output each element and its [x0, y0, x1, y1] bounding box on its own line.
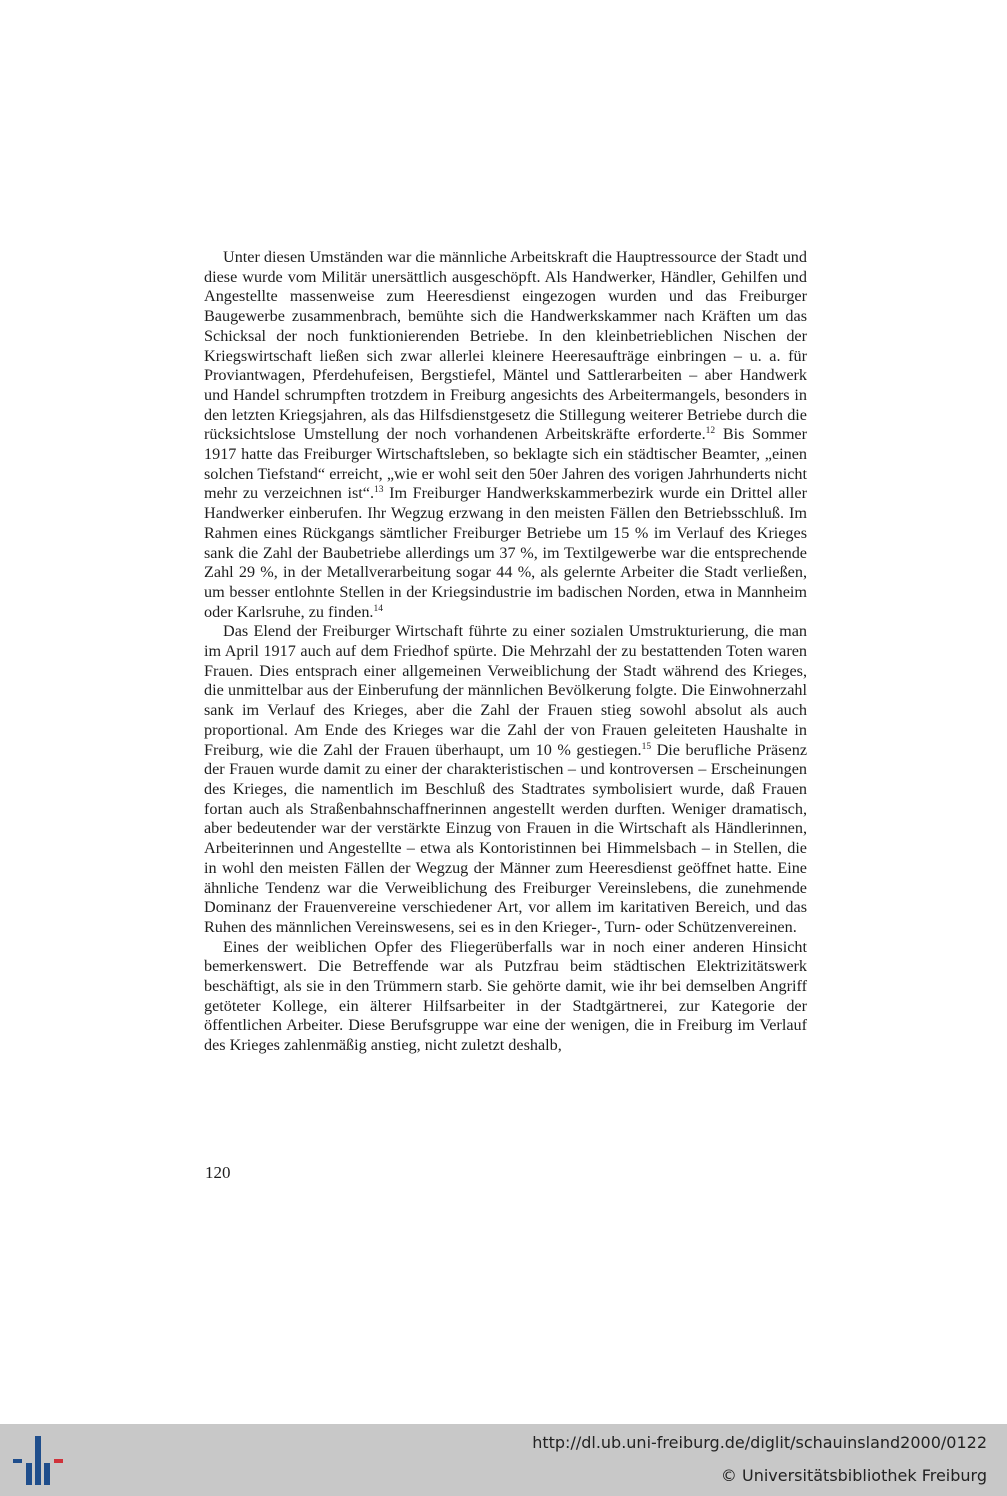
footer-copyright: © Universitätsbibliothek Freiburg	[720, 1466, 987, 1485]
body-paragraph	[204, 938, 807, 1056]
footnote-marker: 13	[374, 485, 384, 496]
body-text	[204, 248, 807, 1056]
paragraph-text: Das Elend der Freiburger Wirtschaft führte zu einer sozialen Umstrukturierung, die man im April 1917 auch auf dem Friedhof spürte. Die Mehrzahl der zu bestattenden Toten waren Frauen. Dies entsprach einer allgemeinen Verweiblichung der Stadt während des Krieges, die unmittelbar aus der Einberufung der männlichen Bevölkerung folgte. Die Einwohnerzahl sank im Verlauf des Krieges, aber die Zahl der Frauen stieg sowohl absolut als auch proportional. Am Ende des Krieges war die Zahl der von Frauen geleiteten Haushalte in Freiburg, wie die Zahl der Frauen überhaupt, um 10 % gestiegen.	[204, 622, 807, 759]
paragraph-text: Bis Sommer 1917 hatte das Freiburger Wirtschaftsleben, so beklagte sich ein städtischer Beamter, „einen solchen Tiefstand“ erreicht, „wie er wohl seit den 50er Jahren des vorigen Jahrhunderts nicht mehr zu verzeichnen ist“.	[204, 425, 807, 503]
body-paragraph	[204, 622, 807, 937]
paragraph-text: Unter diesen Umständen war die männliche Arbeitskraft die Hauptressource der Stadt und diese wurde vom Militär unersättlich ausgeschöpft. Als Handwerker, Händler, Gehilfen und Angestellte massenweise zum Heeresdienst eingezogen wurden und das Freiburger Baugewerbe zusammenbrach, bemühte sich die Handwerkskammer nach Kräften um das Schicksal der noch funktionierenden Betriebe. In den kleinbetrieblichen Nischen der Kriegswirtschaft ließen sich zwar allerlei kleinere Heeresaufträge einbringen – u. a. für Proviantwagen, Pferdehufeisen, Bergstiefel, Mäntel und Sattlerarbeiten – aber Handwerk und Handel schrumpften trotzdem in Freiburg angesichts des Arbeitermangels, besonders in den letzten Kriegsjahren, als das Hilfsdienstgesetz die Stillegung weiterer Betriebe durch die rücksichtslose Umstellung der noch vorhandenen Arbeitskräfte erforderte.	[204, 248, 807, 444]
footnote-marker: 12	[705, 426, 716, 437]
body-paragraph	[204, 248, 807, 622]
footer-bar	[0, 1424, 1007, 1496]
footnote-marker: 14	[373, 603, 383, 614]
paragraph-text: Im Freiburger Handwerkskammerbezirk wurde ein Drittel aller Handwerker einberufen. Ihr Wegzug erzwang in den meisten Fällen den Betriebsschluß. Im Rahmen eines Rückgangs sämtlicher Freiburger Betriebe um 15 % im Verlauf des Krieges sank die Zahl der Baubetriebe allerdings um 37 %, im Textilgewerbe war die entsprechende Zahl 29 %, in der Metallverarbeitung sogar 44 %, als gelernte Arbeiter die Stadt verließen, um besser entlohnte Stellen in der Kriegsindustrie im badischen Norden, etwa in Mannheim oder Karlsruhe, zu finden.	[204, 484, 807, 621]
paragraph-text: Die berufliche Präsenz der Frauen wurde damit zu einer der charakteristischen – und kontroversen – Erscheinungen des Krieges, die namentlich im Beschluß des Stadtrates symbolisiert wurde, daß Frauen fortan auch als Straßenbahnschaffnerinnen angestellt werden durften. Weniger dramatisch, aber bedeutender war der verstärkte Einzug von Frauen in die Wirtschaft als Händlerinnen, Arbeiterinnen und Angestellte – etwa als Kontoristinnen bei Himmelsbach – in Stellen, die in wohl den meisten Fällen der Wegzug der Männer zum Heeresdienst geöffnet hatte. Eine ähnliche Tendenz war die Verweiblichung des Freiburger Vereinslebens, die zunehmende Dominanz der Frauenvereine verschiedener Art, vor allem im karitativen Bereich, und das Ruhen des männlichen Vereinswesens, sei es in den Krieger-, Turn- oder Schützenvereinen.	[204, 740, 808, 936]
paragraph-text: Eines der weiblichen Opfer des Fliegerüberfalls war in noch einer anderen Hinsicht bemerkenswert. Die Betreffende war als Putzfrau beim städtischen Elektrizitätswerk beschäftigt, als sie in den Trümmern starb. Sie gehörte damit, wie ihr bei demselben Angriff getöteter Kollege, ein älterer Hilfsarbeiter in der Stadtgärtnerei, zur Kategorie der öffentlichen Arbeiter. Diese Berufsgruppe war eine der wenigen, die in Freiburg im Verlauf des Krieges zahlenmäßig anstieg, nicht zuletzt deshalb,	[204, 937, 807, 1055]
footnote-marker: 15	[641, 741, 652, 752]
footer-url-link[interactable]: http://dl.ub.uni-freiburg.de/diglit/schauinsland2000/0122	[532, 1433, 987, 1452]
page-number: 120	[205, 1163, 231, 1182]
ub-freiburg-logo-icon[interactable]	[13, 1436, 63, 1486]
